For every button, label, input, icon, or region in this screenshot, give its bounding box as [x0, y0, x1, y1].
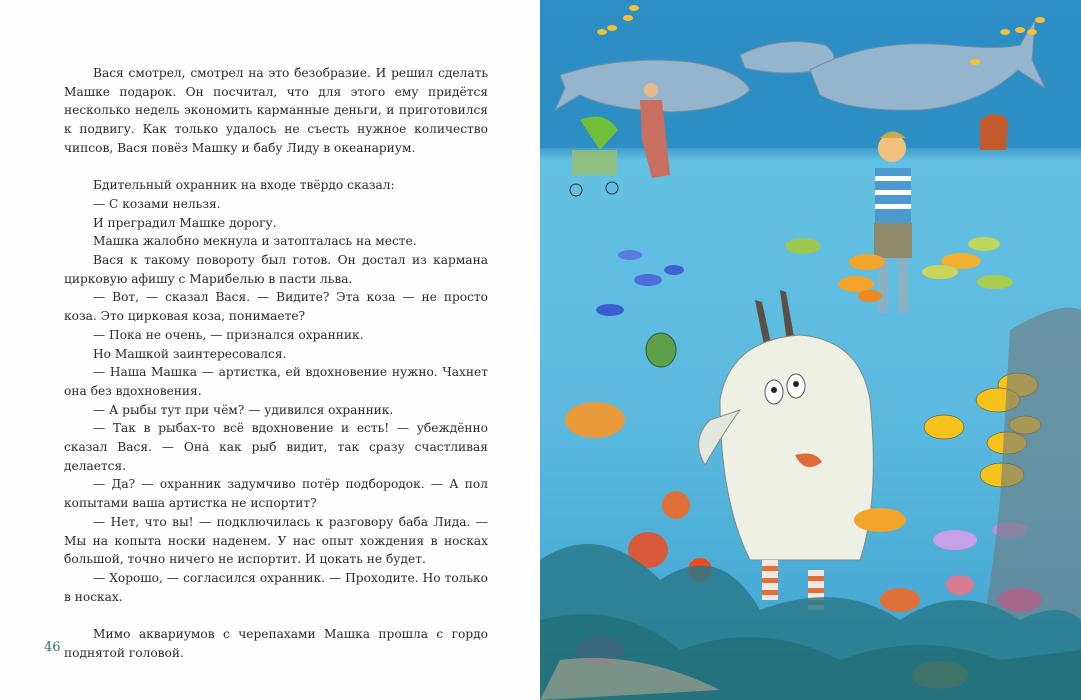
paragraph: Мимо аквариумов с черепахами Машка прошла с гордо поднятой головой.: [64, 627, 488, 660]
paragraph: — Наша Машка — артистка, ей вдохновение нужно. Чахнет она без вдохновения.: [64, 365, 488, 398]
text-page: [0, 0, 540, 700]
paragraph: — С козами нельзя.: [93, 196, 221, 211]
paragraph: — Пока не очень, — признался охранник.: [93, 327, 364, 342]
paragraph: — Так в рыбах-то всё вдохновение и есть! — убеждённо сказал Вася. — Она как рыб видит, так сразу счастливая делается.: [64, 421, 488, 473]
paragraph: Но Машкой заинтересовался.: [93, 346, 287, 361]
paragraph: Машка жалобно мекнула и затопталась на месте.: [93, 234, 417, 249]
illustration: [540, 0, 1081, 700]
story-text: [64, 64, 488, 662]
paragraph: Вася к такому повороту был готов. Он достал из кармана цирковую афишу с Марибелью в пасти льва.: [64, 253, 488, 286]
paragraph: — А рыбы тут при чём? — удивился охранник.: [93, 402, 394, 417]
paragraph: Бдительный охранник на входе твёрдо сказал:: [93, 178, 395, 193]
paragraph: — Вот, — сказал Вася. — Видите? Эта коза — не просто коза. Это цирковая коза, понимаете?: [64, 290, 488, 324]
turtle: [646, 333, 676, 367]
paragraph: Вася смотрел, смотрел на это безобразие. И решил сделать Машке подарок. Он посчитал, что для этого ему придётся несколько недель экономить карманные деньги, и приготовился к подвигу. Как только удалось не съесть нужное количество чипсов, Вася повёз Машку и бабу Лиду в океанариум.: [64, 66, 488, 155]
paragraph: — Нет, что вы! — подключилась к разговору баба Лида. — Мы на копыта носки наденем. У нас опыт хождения в носках большой, точно ничего не испортит. И цокать не будет.: [64, 514, 488, 567]
paragraph: — Хорошо, — согласился охранник. — Проходите. Но только в носках.: [64, 570, 488, 604]
paragraph: — Да? — охранник задумчиво потёр подбородок. — А пол копытами ваша артистка не испортит?: [64, 477, 488, 511]
page-number: 46: [44, 640, 61, 655]
paragraph: И преградил Машке дорогу.: [93, 215, 277, 230]
